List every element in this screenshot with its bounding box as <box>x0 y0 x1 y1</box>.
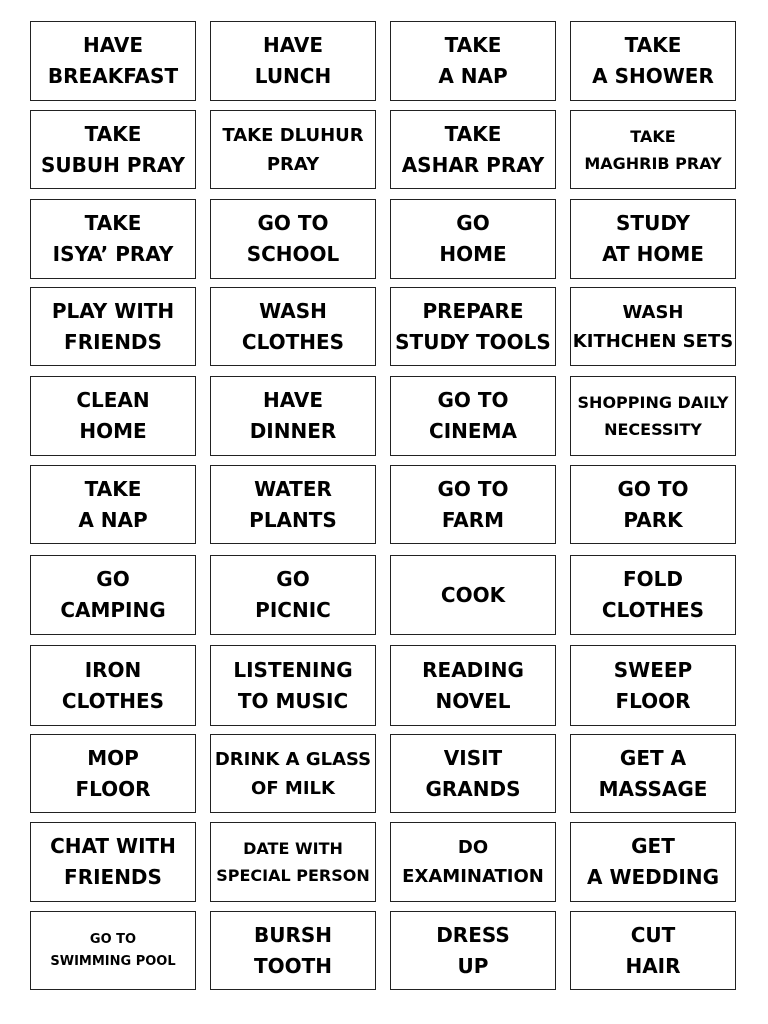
card-text-line: GO TO <box>437 388 509 412</box>
card-text-line: GO TO <box>89 931 137 947</box>
card-text-line: MAGHRIB PRAY <box>584 153 722 173</box>
card-text-line: IRON <box>84 657 142 682</box>
card-text-line: GO TO <box>257 211 329 235</box>
card-text-line: FARM <box>441 507 505 532</box>
activity-card-date-with-special-person <box>210 822 376 902</box>
card-text-line: PLANTS <box>249 507 337 532</box>
activity-card-mop-floor <box>30 734 196 813</box>
card-text-line: NOVEL <box>435 688 511 713</box>
card-text-line: WATER <box>254 476 332 501</box>
card-text-line: EXAMINATION <box>402 866 544 887</box>
activity-card-have-breakfast <box>30 21 196 101</box>
activity-card-listening-to-music <box>210 645 376 726</box>
activity-card-take-maghrib-pray <box>570 110 736 189</box>
card-text-line: NECESSITY <box>604 420 702 439</box>
card-text-line: PARK <box>623 507 683 532</box>
card-text-line: PREPARE <box>422 298 524 323</box>
card-text-line: VISIT <box>443 745 503 770</box>
activity-card-take-a-shower <box>570 21 736 101</box>
card-text-line: DATE WITH <box>243 839 343 858</box>
activity-card-water-plants <box>210 465 376 544</box>
card-text-line: HAVE <box>263 388 323 412</box>
card-text-line: GO <box>96 567 130 591</box>
card-text-line: ISYA’ PRAY <box>52 242 174 266</box>
card-text-line: TO MUSIC <box>237 688 349 713</box>
card-text-line: GO TO <box>617 476 689 501</box>
card-text-line: SHOPPING DAILY <box>577 393 729 412</box>
card-text-line: TAKE <box>84 211 142 235</box>
card-text-line: OF MILK <box>251 777 335 799</box>
card-text-line: MASSAGE <box>598 776 708 801</box>
card-text-line: WASH <box>622 301 684 323</box>
activity-card-go-to-farm <box>390 465 556 544</box>
card-text-line: SWEEP <box>613 657 693 682</box>
activity-card-study-at-home <box>570 199 736 279</box>
activity-card-visit-grands <box>390 734 556 813</box>
card-text-line: GO <box>276 567 310 591</box>
card-text-line: HOME <box>79 419 147 443</box>
card-text-line: GET <box>631 834 675 858</box>
card-text-line: AT HOME <box>602 242 704 266</box>
card-text-line: FOLD <box>622 567 683 591</box>
card-text-line: UP <box>457 953 489 978</box>
card-text-line: LISTENING <box>233 657 353 682</box>
card-text-line: READING <box>422 657 524 682</box>
activity-card-take-subuh-pray <box>30 110 196 189</box>
card-text-line: CLOTHES <box>601 598 705 622</box>
card-text-line: LUNCH <box>254 64 332 88</box>
activity-card-get-a-wedding <box>570 822 736 902</box>
card-text-line: PLAY WITH <box>51 298 175 323</box>
activity-card-dress-up <box>390 911 556 990</box>
activity-card-have-dinner <box>210 376 376 456</box>
card-text-line: CLOTHES <box>61 688 165 713</box>
activity-card-cook <box>390 555 556 635</box>
card-text-line: HAVE <box>263 33 323 57</box>
card-text-line: SPECIAL PERSON <box>216 866 370 885</box>
card-text-line: A NAP <box>438 64 508 88</box>
card-text-line: DRINK A GLASS <box>214 748 372 770</box>
card-text-line: TAKE <box>444 121 502 146</box>
card-text-line: CUT <box>630 922 676 947</box>
activity-card-wash-kithchen-sets <box>570 287 736 366</box>
card-text-line: PICNIC <box>255 598 331 622</box>
card-text-line: CLEAN <box>76 388 150 412</box>
card-text-line: DRESS <box>436 922 510 947</box>
activity-card-bursh-tooth <box>210 911 376 990</box>
activity-card-go-to-swimming-pool <box>30 911 196 990</box>
activity-card-go-to-park <box>570 465 736 544</box>
activity-card-take-ashar-pray <box>390 110 556 189</box>
card-text-line: SUBUH PRAY <box>41 152 185 177</box>
activity-card-have-lunch <box>210 21 376 101</box>
card-text-line: COOK <box>440 582 506 607</box>
card-text-line: DO <box>457 837 489 858</box>
activity-card-sweep-floor <box>570 645 736 726</box>
card-text-line: TAKE <box>84 476 142 501</box>
card-text-line: KITHCHEN SETS <box>572 330 734 352</box>
card-text-line: PRAY <box>266 153 320 175</box>
activity-card-go-home <box>390 199 556 279</box>
activity-card-go-to-school <box>210 199 376 279</box>
card-text-line: DINNER <box>249 419 337 443</box>
card-text-line: CINEMA <box>429 419 517 443</box>
card-text-line: A WEDDING <box>587 865 719 889</box>
card-text-line: FRIENDS <box>64 329 162 354</box>
card-text-line: CLOTHES <box>241 329 345 354</box>
card-text-line: HOME <box>439 242 507 266</box>
activity-card-take-a-nap <box>30 465 196 544</box>
card-text-line: FLOOR <box>615 688 691 713</box>
activity-card-go-to-cinema <box>390 376 556 456</box>
activity-card-fold-clothes <box>570 555 736 635</box>
card-text-line: ASHAR PRAY <box>401 152 545 177</box>
card-text-line: HAIR <box>625 953 681 978</box>
card-text-line: WASH <box>259 298 327 323</box>
activity-card-get-a-massage <box>570 734 736 813</box>
card-text-line: TAKE DLUHUR <box>222 124 364 146</box>
card-text-line: TAKE <box>444 33 502 57</box>
activity-card-drink-a-glass-of-milk <box>210 734 376 813</box>
activity-card-take-dluhur-pray <box>210 110 376 189</box>
activity-card-cut-hair <box>570 911 736 990</box>
card-text-line: GO <box>456 211 490 235</box>
card-text-line: CAMPING <box>60 598 166 622</box>
card-text-line: A NAP <box>78 507 148 532</box>
activity-card-shopping-daily-necessity <box>570 376 736 456</box>
card-text-line: BURSH <box>253 922 333 947</box>
card-text-line: FLOOR <box>75 776 151 801</box>
card-text-line: STUDY <box>616 211 690 235</box>
activity-card-go-picnic <box>210 555 376 635</box>
card-text-line: TAKE <box>624 33 682 57</box>
activity-card-take-isya-pray <box>30 199 196 279</box>
activity-card-clean-home <box>30 376 196 456</box>
card-text-line: TAKE <box>84 121 142 146</box>
card-text-line: GET A <box>619 745 687 770</box>
card-text-line: BREAKFAST <box>47 64 179 88</box>
activity-card-prepare-study-tools <box>390 287 556 366</box>
activity-card-reading-novel <box>390 645 556 726</box>
card-text-line: SCHOOL <box>246 242 340 266</box>
card-text-line: HAVE <box>83 33 143 57</box>
activity-card-go-camping <box>30 555 196 635</box>
card-text-line: CHAT WITH <box>50 834 176 858</box>
activity-card-iron-clothes <box>30 645 196 726</box>
activity-card-take-a-nap <box>390 21 556 101</box>
activity-card-do-examination <box>390 822 556 902</box>
activity-card-chat-with-friends <box>30 822 196 902</box>
card-text-line: TOOTH <box>253 953 333 978</box>
card-text-line: A SHOWER <box>592 64 714 88</box>
card-text-line: STUDY TOOLS <box>395 329 551 354</box>
activity-card-play-with-friends <box>30 287 196 366</box>
card-text-line: TAKE <box>630 126 676 146</box>
card-text-line: GRANDS <box>425 776 521 801</box>
activity-card-wash-clothes <box>210 287 376 366</box>
card-text-line: GO TO <box>437 476 509 501</box>
card-text-line: SWIMMING POOL <box>50 953 176 969</box>
card-text-line: FRIENDS <box>64 865 162 889</box>
card-text-line: MOP <box>87 745 139 770</box>
